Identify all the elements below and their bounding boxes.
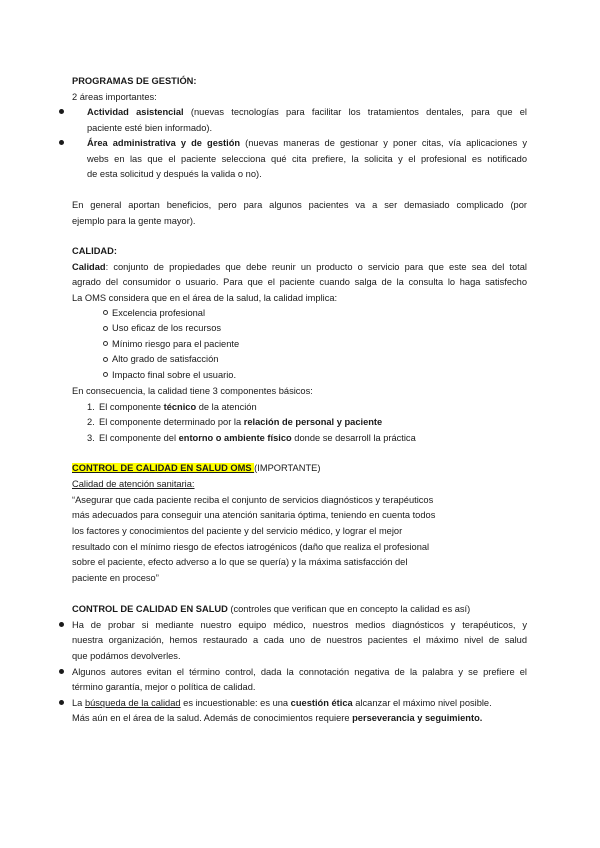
bullet-autores: Algunos autores evitan el término control, dada la connotación negativa de la palabra y se prefiere el bbox=[72, 667, 527, 677]
circle-bullet-icon bbox=[103, 341, 108, 346]
bullet-actividad: Actividad asistencial (nuevas tecnologías para facilitar los tratamientos dentales, para que el bbox=[87, 107, 527, 117]
list-item: Mínimo riesgo para el paciente bbox=[112, 339, 240, 349]
bullet-icon bbox=[59, 109, 64, 114]
subtitle-atencion: Calidad de atención sanitaria: bbox=[72, 479, 195, 489]
quote-line: los factores y conocimientos del paciente y del servicio médico, y lograr el mejor bbox=[72, 526, 403, 536]
intro-text: 2 áreas importantes: bbox=[72, 92, 157, 102]
list-number: 3. bbox=[87, 433, 95, 443]
section-title-programas: PROGRAMAS DE GESTIÓN: bbox=[72, 76, 197, 86]
bullet-probar-cont: nuestra organización, hemos restaurado a cada uno de nuestros pacientes el máximo nivel de salud bbox=[72, 635, 527, 645]
list-number: 2. bbox=[87, 417, 95, 427]
quote-line: paciente en proceso” bbox=[72, 573, 159, 583]
circle-bullet-icon bbox=[103, 326, 108, 331]
bullet-icon bbox=[59, 622, 64, 627]
list-item: Uso eficaz de los recursos bbox=[112, 323, 222, 333]
oms-considera: La OMS considera que en el área de la salud, la calidad implica: bbox=[72, 293, 338, 303]
bullet-probar: Ha de probar si mediante nuestro equipo médico, nuestros medios diagnósticos y terapéuticos, y bbox=[72, 620, 527, 630]
circle-bullet-icon bbox=[103, 357, 108, 362]
bullet-busqueda: La búsqueda de la calidad es incuestionable: es una cuestión ética alcanzar el máximo nivel posible. bbox=[72, 698, 492, 708]
quote-line: más adecuados para conseguir una atención sanitaria óptima, teniendo en cuenta todos bbox=[72, 510, 436, 520]
bullet-area-admin-cont2: de esta solicitud y después la valida o no). bbox=[87, 169, 262, 179]
bullet-autores-cont: término garantía, mejor o política de calidad. bbox=[72, 682, 256, 692]
calidad-definition-cont: agrado del consumidor o usuario. Para que el paciente cuando salga de la consulta lo haga satisfecho bbox=[72, 277, 527, 287]
quote-line: resultado con el mínimo riesgo de efectos iatrogénicos (daño que realiza el profesional bbox=[72, 542, 430, 552]
componente-entorno: El componente del entorno o ambiente físico donde se desarroll la práctica bbox=[99, 433, 416, 443]
circle-bullet-icon bbox=[103, 372, 108, 377]
bullet-actividad-cont: paciente esté bien informado). bbox=[87, 123, 213, 133]
paragraph-beneficios: En general aportan beneficios, pero para algunos pacientes va a ser demasiado complicado (por bbox=[72, 200, 527, 210]
componente-tecnico: El componente técnico de la atención bbox=[99, 402, 257, 412]
bullet-busqueda-cont: Más aún en el área de la salud. Además de conocimientos requiere perseverancia y seguimiento. bbox=[72, 713, 483, 723]
section-title-calidad: CALIDAD: bbox=[72, 246, 117, 256]
quote-line: sobre el paciente, efecto adverso a lo que se quería) y la máxima satisfacción del bbox=[72, 557, 408, 567]
circle-bullet-icon bbox=[103, 310, 108, 315]
paragraph-beneficios-cont: ejemplo para la gente mayor). bbox=[72, 216, 196, 226]
section-title-control: CONTROL DE CALIDAD EN SALUD (controles que verifican que en concepto la calidad es así) bbox=[72, 604, 471, 614]
bullet-icon bbox=[59, 700, 64, 705]
list-number: 1. bbox=[87, 402, 95, 412]
quote-line: “Asegurar que cada paciente reciba el conjunto de servicios diagnósticos y terapéuticos bbox=[72, 495, 434, 505]
bullet-area-admin-cont: webs en las que el paciente selecciona qué cita prefiere, la solicita y el profesional es notificado bbox=[87, 154, 527, 164]
list-item: Alto grado de satisfacción bbox=[112, 354, 219, 364]
bullet-icon bbox=[59, 669, 64, 674]
consecuencia-text: En consecuencia, la calidad tiene 3 componentes básicos: bbox=[72, 386, 313, 396]
bullet-icon bbox=[59, 140, 64, 145]
list-item: Excelencia profesional bbox=[112, 308, 206, 318]
componente-relacion: El componente determinado por la relación de personal y paciente bbox=[99, 417, 383, 427]
bullet-probar-cont2: que podámos devolverles. bbox=[72, 651, 181, 661]
bullet-area-admin: Área administrativa y de gestión (nuevas maneras de gestionar y poner citas, vía aplicaciones y bbox=[87, 138, 527, 148]
calidad-definition: Calidad: conjunto de propiedades que debe reunir un producto o servicio para que este sea del total bbox=[72, 262, 527, 272]
list-item: Impacto final sobre el usuario. bbox=[112, 370, 237, 380]
section-title-control-oms: CONTROL DE CALIDAD EN SALUD OMS (IMPORTANTE) bbox=[72, 463, 321, 473]
